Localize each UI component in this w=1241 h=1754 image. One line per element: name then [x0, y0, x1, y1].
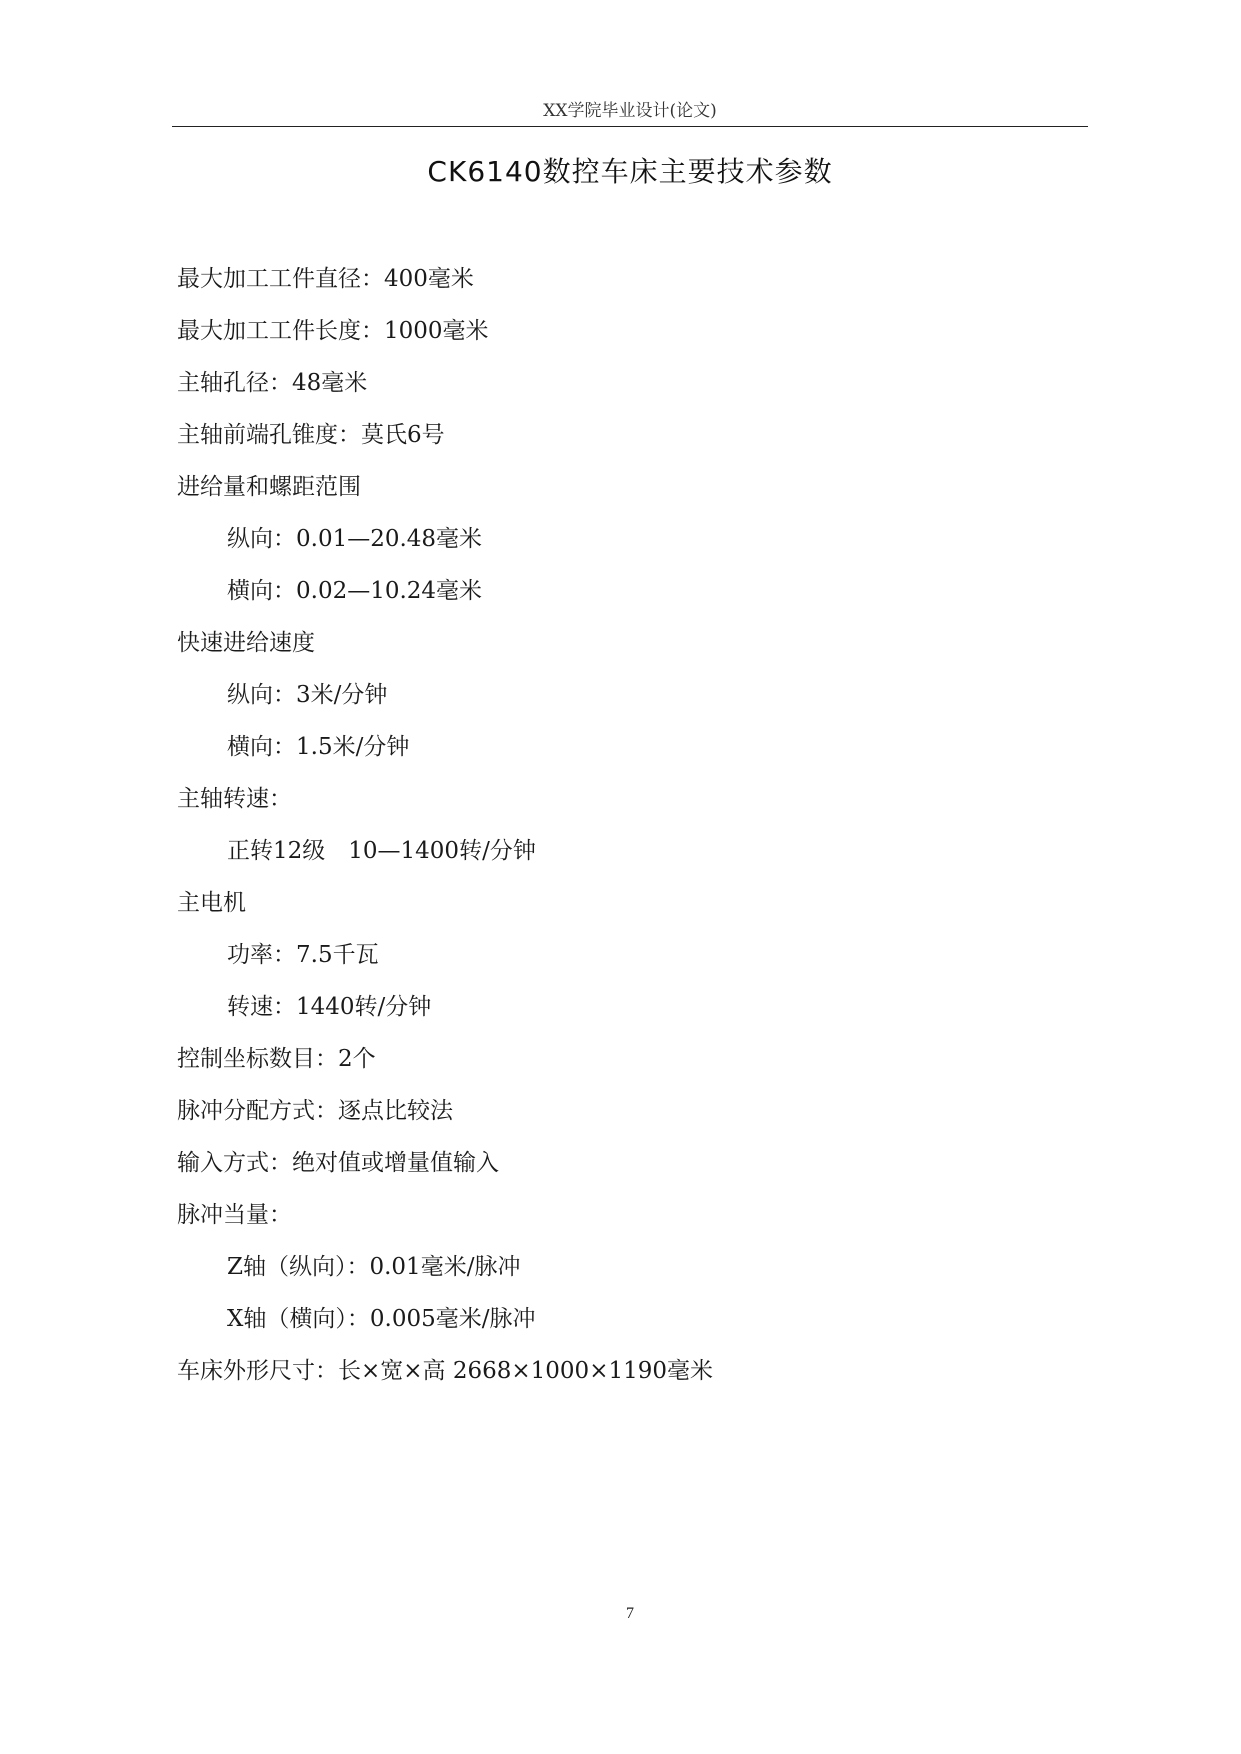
spec-line: 控制坐标数目：2个: [177, 1046, 376, 1072]
spec-subline: 转速：1440转/分钟: [227, 994, 432, 1020]
spec-subline: Z轴（纵向）：0.01毫米/脉冲: [227, 1254, 521, 1280]
spec-subline: 正转12级 10—1400转/分钟: [227, 838, 536, 864]
spec-subline: 纵向：0.01—20.48毫米: [227, 526, 483, 552]
spec-subline: 横向：1.5米/分钟: [227, 734, 410, 760]
spec-subline: 纵向：3米/分钟: [227, 682, 388, 708]
spec-list: [177, 258, 1077, 1402]
spec-line: 主轴前端孔锥度：莫氏6号: [177, 422, 445, 448]
spec-line: 主电机: [177, 890, 246, 916]
spec-line: 主轴孔径：48毫米: [177, 370, 368, 396]
spec-subline: 横向：0.02—10.24毫米: [227, 578, 483, 604]
spec-line: 主轴转速：: [177, 786, 292, 812]
spec-line: 车床外形尺寸：长×宽×高 2668×1000×1190毫米: [177, 1358, 713, 1384]
header-rule: [172, 126, 1088, 127]
spec-line: 进给量和螺距范围: [177, 474, 361, 500]
spec-line: 脉冲当量：: [177, 1202, 292, 1228]
spec-line: 脉冲分配方式：逐点比较法: [177, 1098, 453, 1124]
page-number: 7: [626, 1605, 634, 1622]
page-title: CK6140数控车床主要技术参数: [427, 155, 833, 188]
spec-line: 最大加工工件长度：1000毫米: [177, 318, 489, 344]
spec-line: 最大加工工件直径：400毫米: [177, 266, 474, 292]
spec-subline: X轴（横向）：0.005毫米/脉冲: [227, 1306, 536, 1332]
spec-line: 快速进给速度: [177, 630, 315, 656]
spec-subline: 功率：7.5千瓦: [227, 942, 379, 968]
spec-line: 输入方式：绝对值或增量值输入: [177, 1150, 499, 1176]
page-header: XX学院毕业设计(论文): [543, 101, 717, 121]
